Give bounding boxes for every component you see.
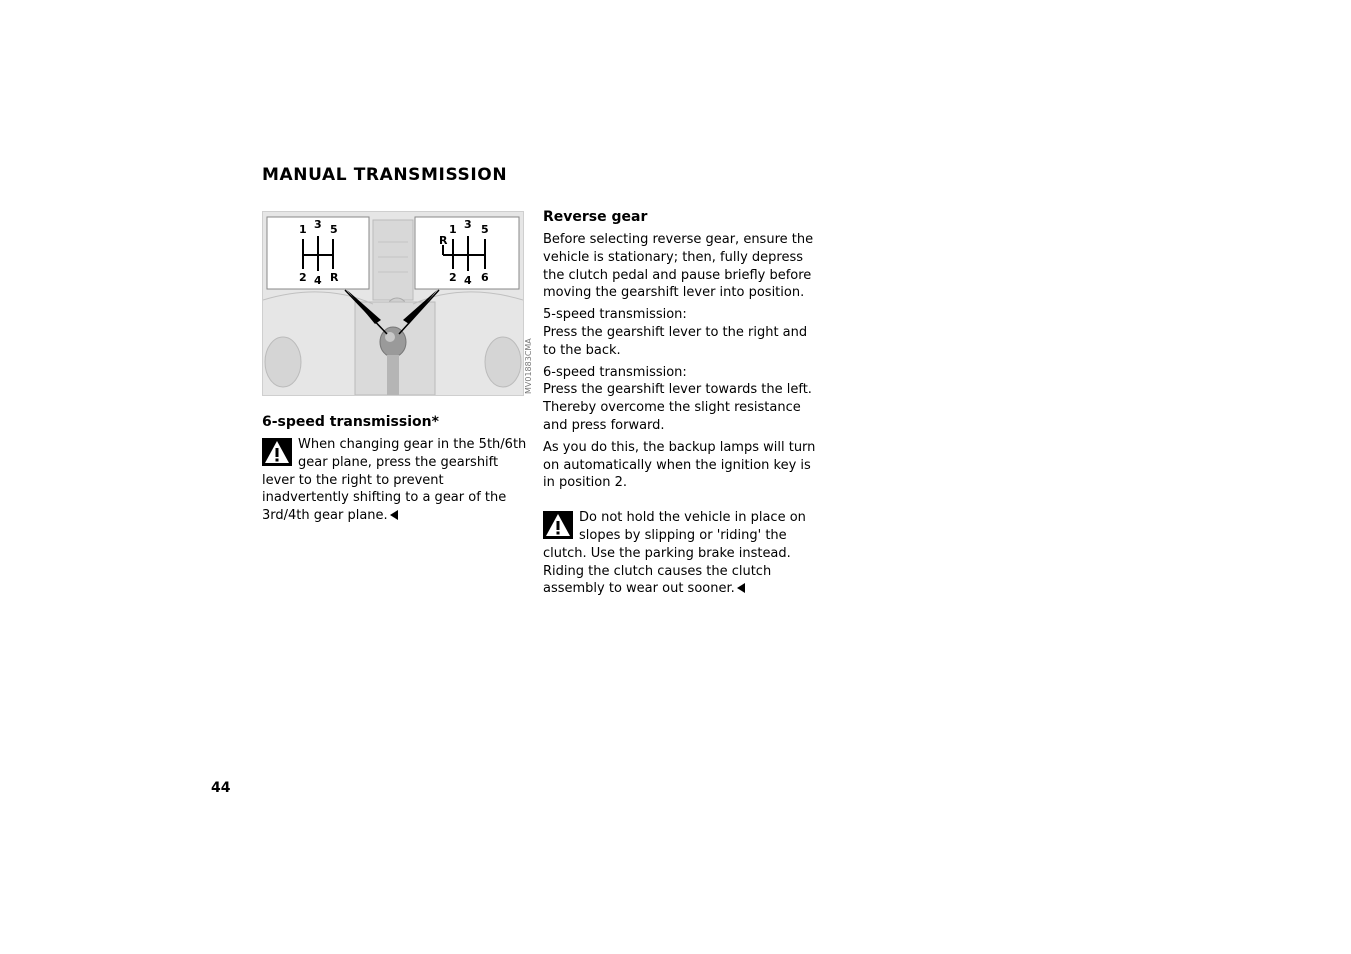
gate-label: 5 [481, 223, 489, 236]
six-speed-label: 6-speed transmission: [543, 364, 687, 380]
gate-label: 2 [299, 271, 307, 284]
right-column [543, 207, 818, 598]
left-column [262, 412, 528, 525]
five-speed-text: Press the gearshift lever to the right and to the back. [543, 324, 808, 358]
section-title: MANUAL TRANSMISSION [262, 165, 508, 185]
end-mark-icon [390, 510, 398, 520]
gate-label: R [439, 234, 448, 247]
gate-label: 1 [299, 223, 307, 236]
gate-label: 4 [314, 274, 322, 287]
warning-text: Do not hold the vehicle in place on slopes by slipping or 'riding' the clutch. Use the parking brake instead. Riding the clutch causes the clutch assembly to wear out sooner. [543, 510, 806, 597]
gate-label: 6 [481, 271, 489, 284]
gate-label: R [330, 271, 339, 284]
gate-label: 2 [449, 271, 457, 284]
six-speed-heading: 6-speed transmission* [262, 414, 439, 430]
six-speed-text: Press the gearshift lever towards the left. Thereby overcome the slight resistance and press forward. [543, 382, 812, 433]
warning-text: When changing gear in the 5th/6th gear plane, press the gearshift lever to the right to prevent inadvertently shifting to a gear of the 3rd/4th gear plane. [262, 437, 527, 524]
five-speed-label: 5-speed transmission: [543, 307, 687, 323]
gate-label: 4 [464, 274, 472, 287]
end-mark-icon [737, 583, 745, 593]
page-number: 44 [211, 780, 231, 796]
warning-note [262, 436, 528, 525]
gate-label: 3 [464, 218, 472, 231]
gate-label: 5 [330, 223, 338, 236]
backup-lamps-text: As you do this, the backup lamps will turn on automatically when the ignition key is in position 2. [543, 439, 816, 491]
gearshift-illustration [262, 211, 524, 396]
reverse-gear-heading: Reverse gear [543, 209, 648, 225]
warning-icon [262, 438, 292, 466]
warning-icon [543, 511, 573, 539]
gate-label: 3 [314, 218, 322, 231]
console-drawing [263, 212, 523, 395]
reverse-intro: Before selecting reverse gear, ensure the vehicle is stationary; then, fully depress the clutch pedal and pause briefly before moving the gearshift lever into position. [543, 232, 814, 301]
figure-code: MV01883CMA [524, 338, 533, 394]
warning-note [543, 509, 818, 598]
gate-label: 1 [449, 223, 457, 236]
